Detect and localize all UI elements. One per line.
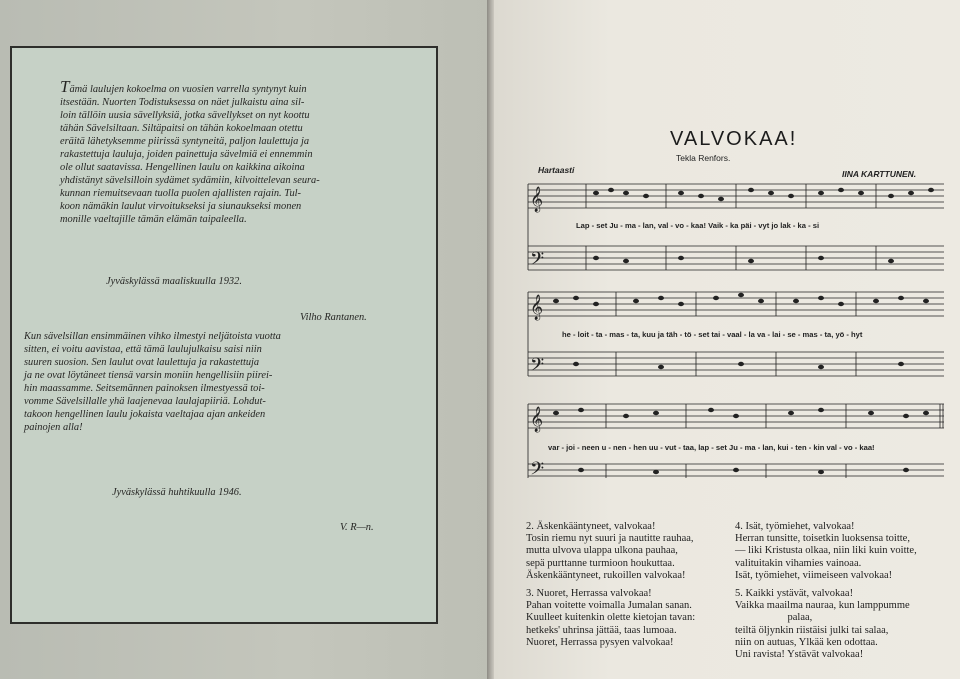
lyricist: Tekla Renfors. <box>676 153 731 163</box>
tempo-marking: Hartaasti <box>538 165 575 175</box>
preface-1-line: ämä laulujen kokoelma on vuosien varrella syntynyt kuin <box>69 84 307 95</box>
preface-2-line: ja ne ovat löytäneet tiensä varsin moniin hengellisiin piirei- <box>24 370 273 381</box>
song-title: VALVOKAA! <box>670 128 798 150</box>
preface-1 <box>60 77 400 226</box>
verse-3: 3. Nuoret, Herrassa valvokaa! Pahan voitette voimalla Jumalan sanan. Kuulleet kuitenkin olette kietojan tavan: hetkeks' uhrinsa jättää, taas lumoaa. Nuoret, Herrassa pysyen valvokaa! <box>526 588 696 648</box>
verse-4: 4. Isät, työmiehet, valvokaa! Herran tunsitte, toisetkin luoksensa toitte, — liki Kristusta olkaa, niin liki kuin voitte, valituitakin vihamies vainoaa. Isät, työmiehet, viimeiseen valvokaa! <box>735 521 917 581</box>
svg-text:𝄢: 𝄢 <box>530 459 545 480</box>
preface-1-line: koon nämäkin laulut virvoitukseksi ja siunaukseksi monen <box>60 201 302 212</box>
svg-text:𝄢: 𝄢 <box>530 249 545 274</box>
preface-1-line: tähän Sävelsiltaan. Siltäpaitsi on tähän kokoelmaan otettu <box>60 123 303 134</box>
preface-1-place-date: Jyväskylässä maaliskuulla 1932. <box>106 276 242 287</box>
svg-text:𝄞: 𝄞 <box>530 295 544 320</box>
svg-text:𝄞: 𝄞 <box>530 187 544 212</box>
preface-2-line: Kun sävelsillan ensimmäinen vihko ilmestyi neljätoista vuotta <box>24 331 281 342</box>
verse-2: 2. Äskenkääntyneet, valvokaa! Tosin riemu nyt suuri ja nautitte rauhaa, mutta ulvova ulappa ulkona pauhaa, sepä purttanne turmioon houkuttaa. Äskenkääntyneet, rukoillen valvokaa! <box>526 521 694 581</box>
preface-1-line: rakastettuja lauluja, joiden painettuja sävelmiä ei ennemmin <box>60 149 313 160</box>
composer: IINA KARTTUNEN. <box>842 169 917 179</box>
preface-1-line: monille vaeltajille tämän elämän taipaleella. <box>60 214 247 225</box>
preface-1-line: kunnan riemuitsevaan tuolla puolen ajallisten rajain. Tul- <box>60 188 301 199</box>
lyric-line-2: he - loit - ta - mas - ta, kuu ja täh - tö - set tai - vaal - la va - lai - se - mas - ta, yö - hyt <box>562 330 863 339</box>
preface-1-line: ole ollut saatavissa. Hengellinen laulu on kaikkina aikoina <box>60 162 305 173</box>
preface-2-line: suuren suosion. Sen laulut ovat laulettuja ja rakastettuja <box>24 357 260 368</box>
preface-2-line: sitten, ei voitu aavistaa, että tämä laulujulkaisu saisi niin <box>24 344 262 355</box>
preface-1-line: yhdistänyt sävelsilloin sydämet sydämiin, kilvoittelevan seura- <box>60 175 320 186</box>
clefs <box>530 186 544 480</box>
preface-1-line: eräitä lähetyksemme piirissä syntyneitä, paljon laulettuja ja <box>60 136 310 147</box>
preface-2-line: hin maassamme. Seitsemännen painoksen ilmestyessä toi- <box>24 383 265 394</box>
dropcap: T <box>60 77 70 96</box>
preface-2-place-date: Jyväskylässä huhtikuulla 1946. <box>112 487 242 498</box>
preface-1-line: itsestään. Nuorten Todistuksessa on näet julkaistu aina sil- <box>60 97 305 108</box>
verse-5: 5. Kaikki ystävät, valvokaa! Vaikka maailma nauraa, kun lamppumme palaa, teiltä öljynkin riistäisi julki tai salaa, niin on autuas, Ylkää ken odottaa. Uni ravista! Ystävät valvokaa! <box>735 588 910 661</box>
preface-2-line: takoon hengellinen laulu jokaista vaeltajaa ajan ankeiden <box>24 409 266 420</box>
preface-1-signature: Vilho Rantanen. <box>300 312 367 323</box>
preface-2 <box>24 330 369 434</box>
preface-1-line: loin tällöin uusia sävellyksiä, jotka sävellykset on nyt koottu <box>60 110 310 121</box>
lyric-line-1: Lap - set Ju - ma - lan, val - vo - kaa! Vaik - ka päi - vyt jo lak - ka - si <box>576 221 820 230</box>
preface-2-signature: V. R—n. <box>340 522 374 533</box>
preface-2-line: painojen alla! <box>24 422 83 433</box>
preface-2-line: vomme Sävelsillalle yhä laajenevaa laulajapiiriä. Lohdut- <box>24 396 266 407</box>
svg-text:𝄢: 𝄢 <box>530 355 545 380</box>
lyric-line-3: var - joi - neen u - nen - hen uu - vut - taa, lap - set Ju - ma - lan, kui - ten - kin val - vo - kaa! <box>548 443 875 452</box>
svg-text:𝄞: 𝄞 <box>530 407 544 432</box>
